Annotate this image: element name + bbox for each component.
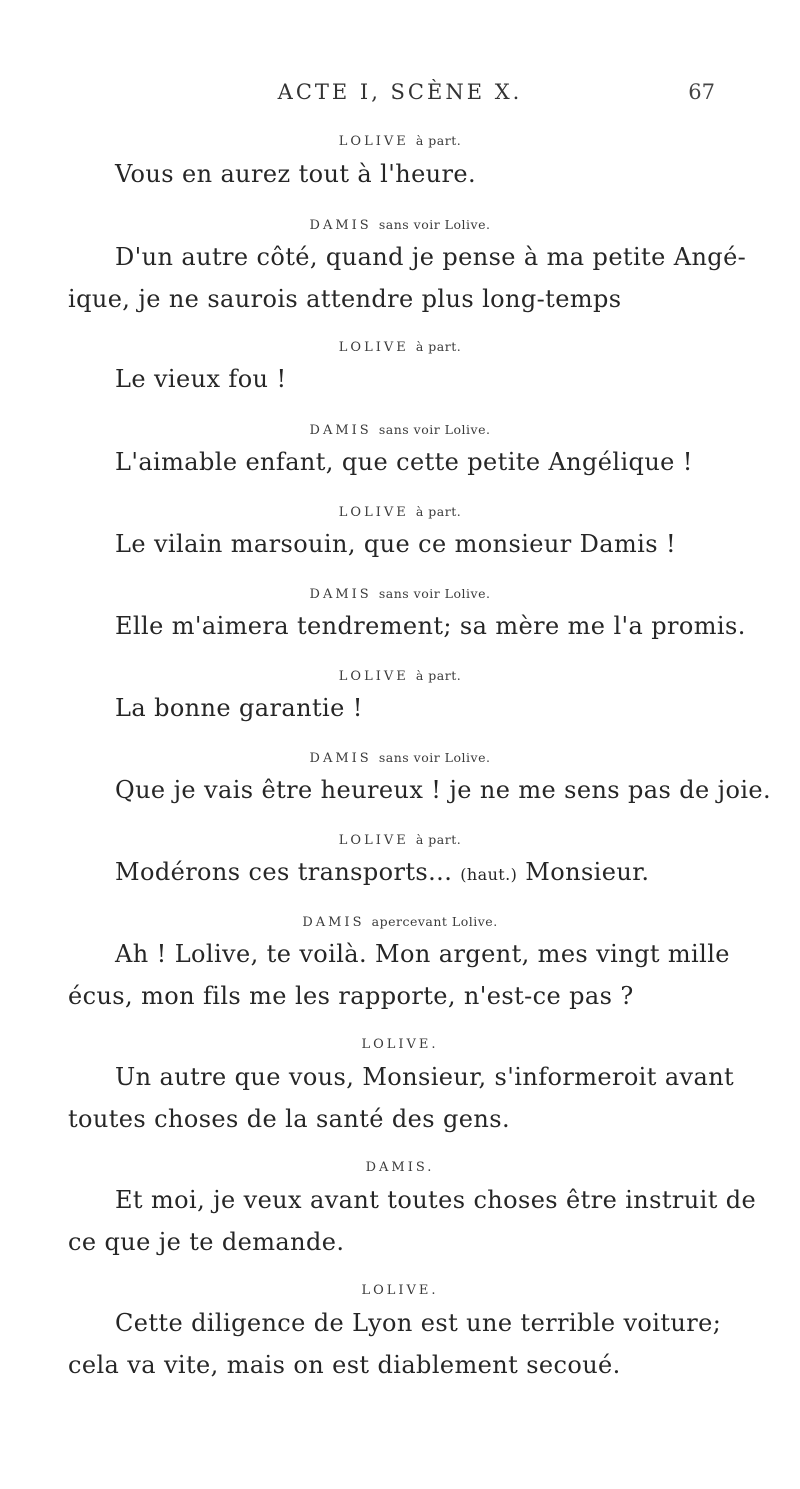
stage-direction: à part. xyxy=(415,668,462,683)
speaker-name: LOLIVE xyxy=(338,134,409,149)
stage-direction: sans voir Lolive. xyxy=(378,217,491,232)
page-number: 67 xyxy=(688,80,715,104)
speech-line: Et moi, je veux avant toutes choses être instruit de xyxy=(115,1186,757,1214)
speaker-line xyxy=(0,1160,800,1175)
speaker-name: DAMIS xyxy=(309,423,372,438)
speaker-line xyxy=(0,914,800,930)
speech-line: Que je vais être heureux ! je ne me sens pas de joie. xyxy=(115,776,772,804)
speaker-name: LOLIVE xyxy=(338,505,409,520)
stage-direction: à part. xyxy=(415,832,462,847)
stage-direction: sans voir Lolive. xyxy=(378,422,491,437)
speech-line: Ah ! Lolive, te voilà. Mon argent, mes vingt mille xyxy=(115,940,730,968)
speech-line: L'aimable enfant, que cette petite Angélique ! xyxy=(115,448,693,476)
speech-line: toutes choses de la santé des gens. xyxy=(68,1105,511,1133)
speaker-name: DAMIS xyxy=(309,218,372,233)
speech-text: Monsieur. xyxy=(525,858,650,886)
speaker-line xyxy=(0,1037,800,1052)
speaker-name: DAMIS xyxy=(302,915,365,930)
speaker-name: LOLIVE xyxy=(338,669,409,684)
speaker-line xyxy=(0,750,800,766)
speaker-line xyxy=(0,586,800,602)
speech-text: Modérons ces transports... xyxy=(115,858,453,886)
speaker-name: LOLIVE. xyxy=(361,1037,439,1052)
speaker-line xyxy=(0,504,800,520)
speech-line: Le vilain marsouin, que ce monsieur Damis ! xyxy=(115,530,677,558)
speaker-line xyxy=(0,339,800,355)
speaker-line xyxy=(0,217,800,233)
speech-line xyxy=(115,858,649,886)
speaker-name: LOLIVE. xyxy=(361,1283,439,1298)
speaker-line xyxy=(0,133,800,149)
stage-direction: à part. xyxy=(415,504,462,519)
speech-line: Elle m'aimera tendrement; sa mère me l'a promis. xyxy=(115,612,746,640)
speech-line: écus, mon fils me les rapporte, n'est-ce pas ? xyxy=(68,982,634,1010)
speech-line: cela va vite, mais on est diablement secoué. xyxy=(68,1351,621,1379)
speech-line: La bonne garantie ! xyxy=(115,694,363,722)
running-title: ACTE I, SCÈNE X. xyxy=(277,80,523,104)
speaker-name: DAMIS. xyxy=(365,1160,435,1175)
speech-line: Le vieux fou ! xyxy=(115,365,287,393)
speaker-line xyxy=(0,832,800,848)
stage-direction: à part. xyxy=(415,133,462,148)
stage-direction: apercevant Lolive. xyxy=(371,914,498,929)
speech-line: Vous en aurez tout à l'heure. xyxy=(115,160,477,188)
speaker-name: LOLIVE xyxy=(338,340,409,355)
speaker-name: DAMIS xyxy=(309,751,372,766)
stage-direction: à part. xyxy=(415,339,462,354)
speaker-line xyxy=(0,422,800,438)
speaker-line xyxy=(0,668,800,684)
speech-line: Un autre que vous, Monsieur, s'informeroit avant xyxy=(115,1063,735,1091)
speaker-line xyxy=(0,1283,800,1298)
speech-line: D'un autre côté, quand je pense à ma petite Angé- xyxy=(115,243,747,271)
speech-line: ique, je ne saurois attendre plus long-temps xyxy=(68,285,622,313)
speech-line: ce que je te demande. xyxy=(68,1228,345,1256)
aside-direction: (haut.) xyxy=(460,865,518,884)
running-head xyxy=(0,80,800,110)
speaker-name: LOLIVE xyxy=(338,833,409,848)
speech-line: Cette diligence de Lyon est une terrible voiture; xyxy=(115,1309,722,1337)
stage-direction: sans voir Lolive. xyxy=(378,586,491,601)
speaker-name: DAMIS xyxy=(309,587,372,602)
stage-direction: sans voir Lolive. xyxy=(378,750,491,765)
